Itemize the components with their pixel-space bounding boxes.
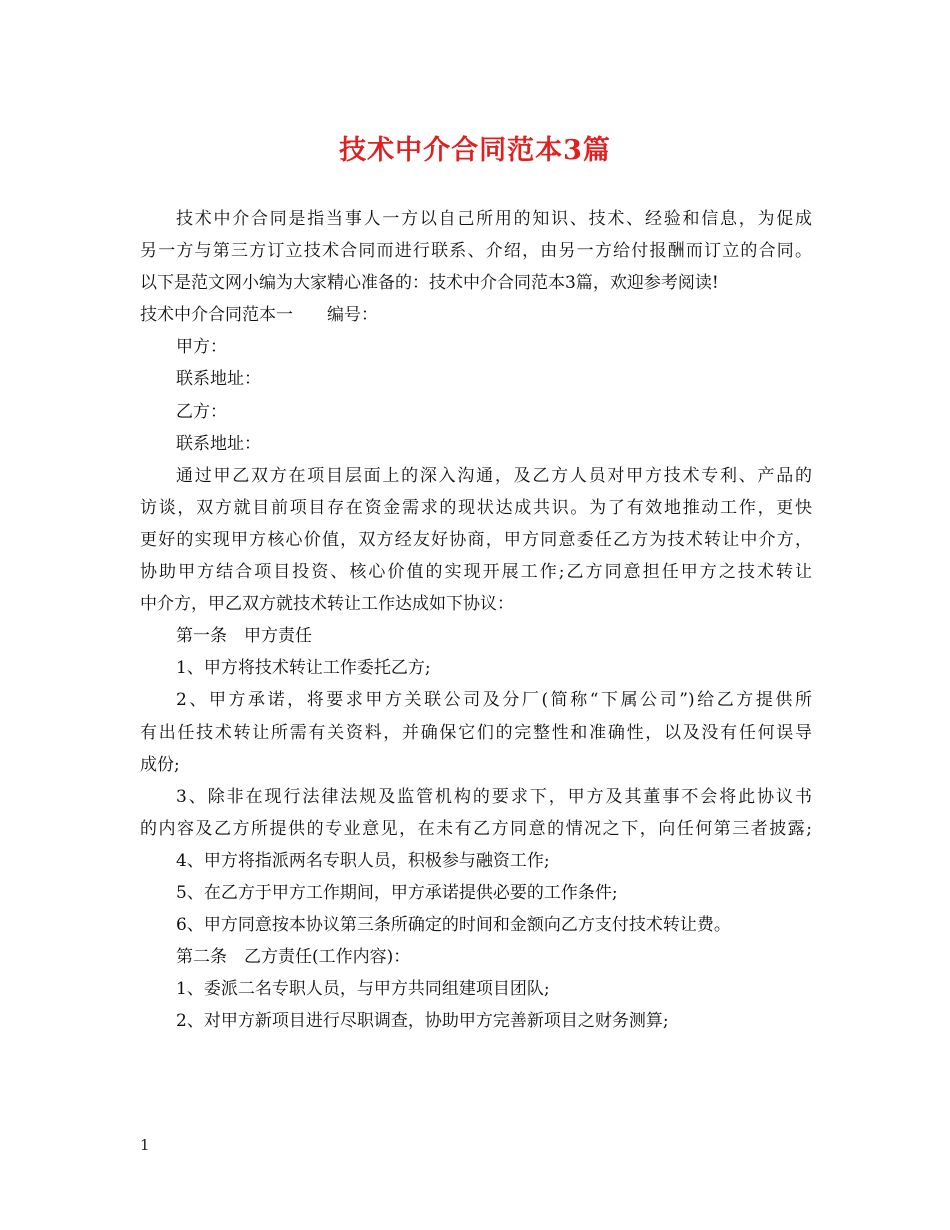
text-line: 访谈，双方就目前项目存在资金需求的现状达成共识。为了有效地推动工作，更快 [140,497,812,518]
text-line: 通过甲乙双方在项目层面上的深入沟通，及乙方人员对甲方技术专利、产品的 [176,465,812,486]
text-line: 2、甲方承诺，将要求甲方关联公司及分厂(简称“下属公司”)给乙方提供所 [176,690,812,711]
text-line: 另一方与第三方订立技术合同而进行联系、介绍，由另一方给付报酬而订立的合同。 [140,241,812,262]
text-line: 1、委派二名专职人员，与甲方共同组建项目团队; [176,979,550,1000]
text-line: 成份; [140,754,180,775]
document-body [140,203,812,1037]
text-line: 更好的实现甲方核心价值，双方经友好协商，甲方同意委任乙方为技术转让中介方， [140,529,812,550]
text-line: 2、对甲方新项目进行尽职调查，协助甲方完善新项目之财务测算; [176,1011,669,1032]
text-line: 技术中介合同是指当事人一方以自己所用的知识、技术、经验和信息，为促成 [176,209,812,229]
document-title: 技术中介合同范本3篇 [339,135,611,166]
text-line: 中介方，甲乙双方就技术转让工作达成如下协议： [140,594,514,615]
text-line: 乙方： [176,401,227,422]
text-line: 1、甲方将技术转让工作委托乙方; [176,658,431,679]
text-line: 甲方： [176,337,227,358]
text-line: 协助甲方结合项目投资、核心价值的实现开展工作;乙方同意担任甲方之技术转让 [140,562,812,583]
text-line: 4、甲方将指派两名专职人员，积极参与融资工作; [176,850,550,871]
text-line: 第二条 乙方责任(工作内容)： [176,947,411,968]
page-number: 1 [140,1136,150,1154]
text-line: 以下是范文网小编为大家精心准备的：技术中介合同范本3篇，欢迎参考阅读! [140,273,719,294]
text-line: 技术中介合同范本一 编号： [140,305,378,326]
text-line: 6、甲方同意按本协议第三条所确定的时间和金额向乙方支付技术转让费。 [176,915,731,936]
text-line: 的内容及乙方所提供的专业意见，在未有乙方同意的情况之下，向任何第三者披露; [140,818,812,839]
text-line: 3、除非在现行法律法规及监管机构的要求下，甲方及其董事不会将此协议书 [176,786,812,807]
text-line: 联系地址： [176,433,261,454]
text-line: 5、在乙方于甲方工作期间，甲方承诺提供必要的工作条件; [176,882,618,903]
text-line: 第一条 甲方责任 [176,626,312,647]
text-line: 有出任技术转让所需有关资料，并确保它们的完整性和准确性，以及没有任何误导 [140,722,812,743]
text-line: 联系地址： [176,369,261,390]
